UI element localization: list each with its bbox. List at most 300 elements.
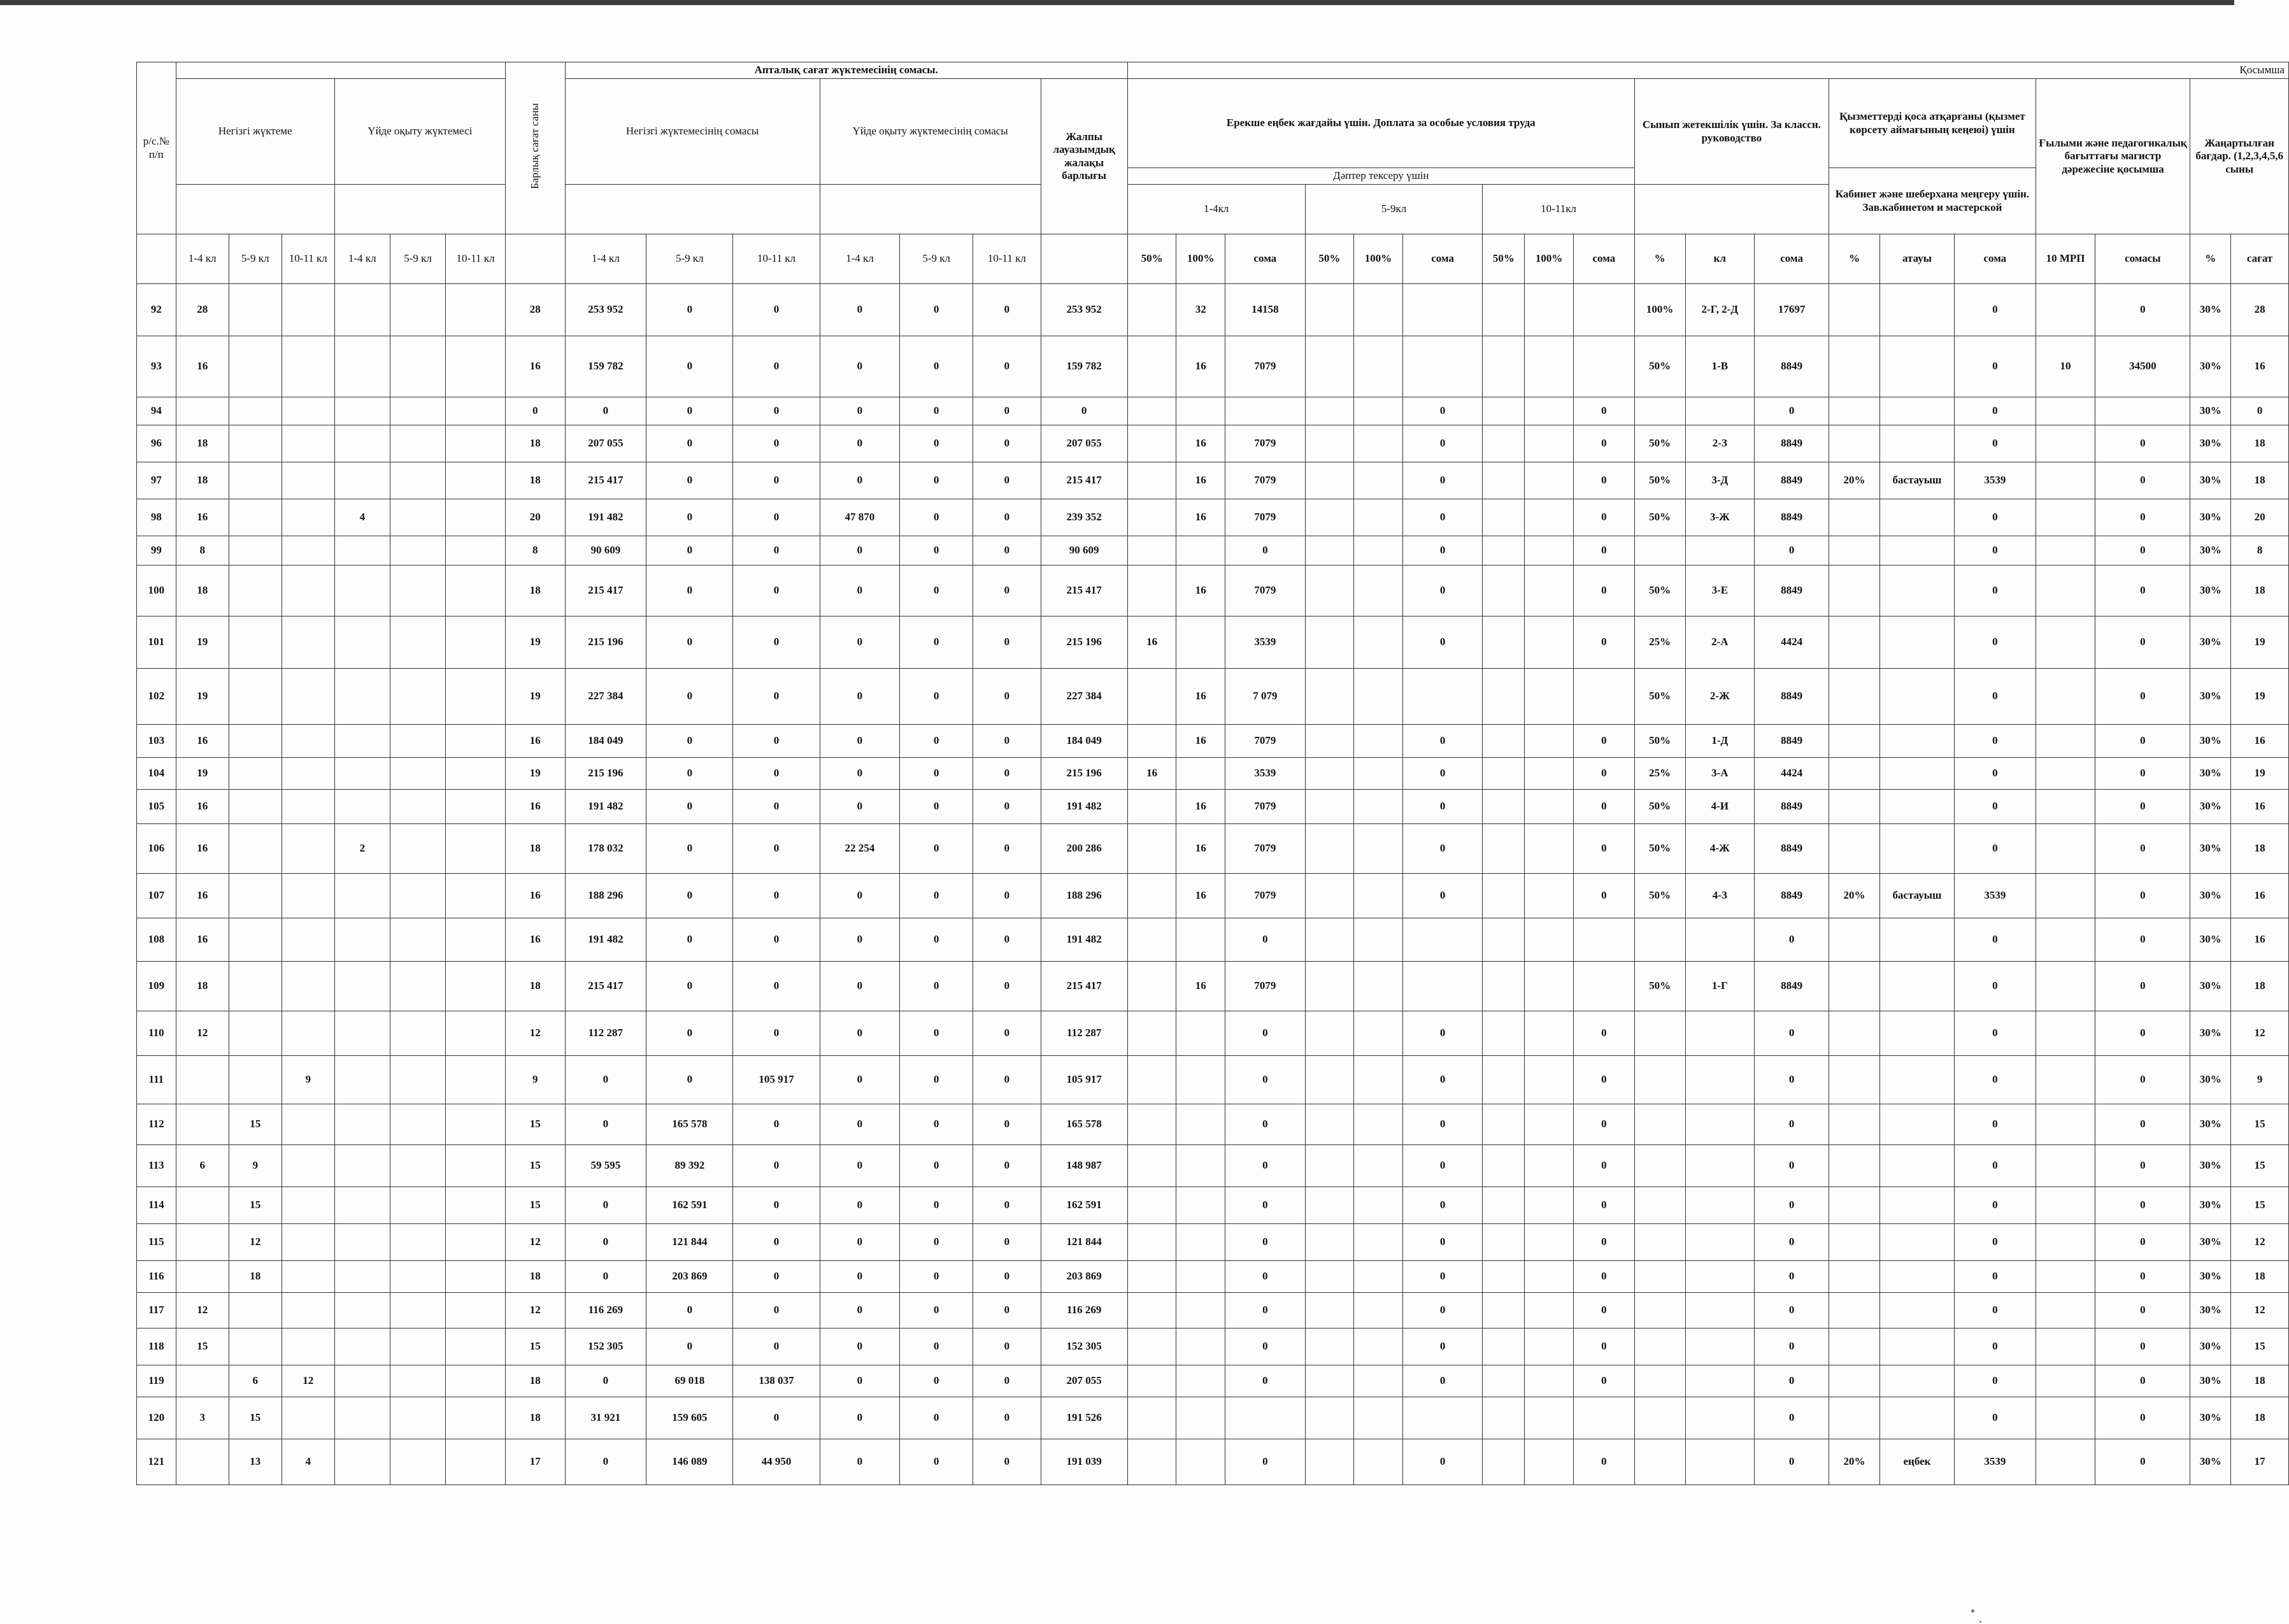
table-cell: 0 xyxy=(973,336,1041,397)
table-cell: 8849 xyxy=(1755,790,1829,824)
table-cell xyxy=(1176,1439,1225,1485)
payroll-table xyxy=(136,62,2289,1485)
table-cell xyxy=(446,499,506,536)
table-row xyxy=(137,336,2289,397)
row-number-cell: 120 xyxy=(137,1397,176,1439)
table-cell xyxy=(1176,1293,1225,1328)
table-cell: 0 xyxy=(1402,1187,1483,1224)
col-renew-pct: % xyxy=(2190,234,2231,284)
table-cell: 18 xyxy=(505,1397,565,1439)
table-cell: 10 xyxy=(2036,336,2095,397)
table-cell xyxy=(390,874,445,918)
table-cell xyxy=(1685,397,1755,425)
table-cell: 0 xyxy=(2095,425,2190,462)
col-cab-atauy: атауы xyxy=(1879,234,1954,284)
table-cell: 207 055 xyxy=(565,425,646,462)
table-cell xyxy=(1127,425,1176,462)
table-cell: 0 xyxy=(733,1224,820,1261)
table-cell: 16 xyxy=(2231,918,2289,962)
table-cell xyxy=(390,824,445,874)
table-cell: 18 xyxy=(505,566,565,616)
table-cell: 12 xyxy=(229,1224,282,1261)
table-cell: 0 xyxy=(820,1293,900,1328)
table-cell: 0 xyxy=(1955,790,2036,824)
col-basic-5-9: 5-9 кл xyxy=(229,234,282,284)
table-cell xyxy=(229,425,282,462)
table-cell: 0 xyxy=(1402,499,1483,536)
table-cell xyxy=(1127,1145,1176,1187)
table-cell: 0 xyxy=(1573,536,1634,566)
table-cell: 30% xyxy=(2190,790,2231,824)
table-cell: 28 xyxy=(505,284,565,336)
table-cell: 18 xyxy=(2231,462,2289,499)
table-cell: 3539 xyxy=(1955,874,2036,918)
table-cell: бастауыш xyxy=(1879,874,1954,918)
table-cell: 15 xyxy=(505,1187,565,1224)
table-cell: 159 782 xyxy=(1041,336,1127,397)
total-salary-header: Жалпы лауазымдық жалақы барлығы xyxy=(1041,79,1127,234)
table-cell: 8 xyxy=(505,536,565,566)
table-cell: 8849 xyxy=(1755,669,1829,725)
table-cell: 0 xyxy=(565,1439,646,1485)
table-cell: 0 xyxy=(1755,1145,1829,1187)
table-cell xyxy=(390,1011,445,1056)
col-basic-10-11: 10-11 кл xyxy=(282,234,334,284)
table-cell xyxy=(282,824,334,874)
table-cell: 0 xyxy=(820,1261,900,1293)
table-cell xyxy=(1402,918,1483,962)
col-lead-pct: % xyxy=(1634,234,1685,284)
table-cell xyxy=(2036,1145,2095,1187)
table-cell xyxy=(1685,1261,1755,1293)
table-cell: 0 xyxy=(1402,874,1483,918)
table-cell: 2-Г, 2-Д xyxy=(1685,284,1755,336)
table-cell: 0 xyxy=(1755,1293,1829,1328)
table-cell: 16 xyxy=(505,790,565,824)
table-cell: 0 xyxy=(565,1224,646,1261)
table-cell xyxy=(1305,284,1354,336)
table-cell: 0 xyxy=(2095,1439,2190,1485)
col-nb59-50: 50% xyxy=(1305,234,1354,284)
table-cell: 0 xyxy=(1573,1261,1634,1293)
table-cell: 0 xyxy=(733,1397,820,1439)
table-cell xyxy=(2036,1293,2095,1328)
table-cell xyxy=(334,1293,390,1328)
table-row xyxy=(137,1439,2289,1485)
table-cell: 0 xyxy=(1573,790,1634,824)
payroll-rows xyxy=(137,284,2289,1485)
table-cell: 215 196 xyxy=(565,616,646,669)
table-cell xyxy=(176,1365,229,1397)
table-cell: 165 578 xyxy=(646,1104,733,1145)
table-cell xyxy=(1829,1224,1880,1261)
row-number-cell: 102 xyxy=(137,669,176,725)
table-cell: 0 xyxy=(1755,1011,1829,1056)
table-cell: 30% xyxy=(2190,1145,2231,1187)
table-cell xyxy=(1354,669,1403,725)
table-cell: 8849 xyxy=(1755,874,1829,918)
table-cell xyxy=(2036,536,2095,566)
table-cell xyxy=(1176,536,1225,566)
extra-header: Қосымша xyxy=(1127,62,2288,79)
table-cell: 0 xyxy=(900,1261,973,1293)
table-cell xyxy=(1525,1145,1574,1187)
table-cell: 0 xyxy=(1225,1261,1306,1293)
row-number-cell: 92 xyxy=(137,284,176,336)
table-cell: 0 xyxy=(646,284,733,336)
table-cell: 2 xyxy=(334,824,390,874)
table-cell xyxy=(334,1328,390,1365)
table-cell xyxy=(446,1293,506,1328)
table-cell xyxy=(1829,918,1880,962)
table-cell xyxy=(1525,669,1574,725)
table-cell xyxy=(1483,1224,1525,1261)
table-cell xyxy=(1634,1397,1685,1439)
table-cell xyxy=(1354,1056,1403,1104)
table-cell: 0 xyxy=(646,790,733,824)
table-cell: 22 254 xyxy=(820,824,900,874)
table-cell xyxy=(176,1104,229,1145)
table-cell xyxy=(2036,1439,2095,1485)
table-cell xyxy=(1525,1056,1574,1104)
table-cell: 0 xyxy=(1755,1261,1829,1293)
table-cell: 0 xyxy=(1225,1224,1306,1261)
table-cell xyxy=(1525,1328,1574,1365)
table-cell: 50% xyxy=(1634,499,1685,536)
table-cell xyxy=(1829,962,1880,1011)
table-cell: 30% xyxy=(2190,669,2231,725)
table-cell: 0 xyxy=(2095,962,2190,1011)
table-cell: 0 xyxy=(733,1145,820,1187)
table-cell xyxy=(1525,918,1574,962)
table-cell xyxy=(282,918,334,962)
table-cell xyxy=(1305,725,1354,758)
table-cell xyxy=(1305,336,1354,397)
table-cell xyxy=(1634,397,1685,425)
table-cell: 7079 xyxy=(1225,725,1306,758)
table-cell: 146 089 xyxy=(646,1439,733,1485)
combined-duties-header: Қызметтерді қоса атқарғаны (қызмет көрсету аймағының кеңеюі) үшін xyxy=(1829,79,2036,168)
table-cell xyxy=(1127,566,1176,616)
table-cell xyxy=(1483,1328,1525,1365)
table-cell xyxy=(2036,1011,2095,1056)
table-cell: 16 xyxy=(1176,725,1225,758)
table-cell: 0 xyxy=(2095,1145,2190,1187)
col-sci-mrp: 10 МРП xyxy=(2036,234,2095,284)
table-cell: 159 782 xyxy=(565,336,646,397)
row-number-cell: 108 xyxy=(137,918,176,962)
table-cell xyxy=(446,566,506,616)
table-cell xyxy=(1127,1293,1176,1328)
table-cell xyxy=(334,1104,390,1145)
table-cell xyxy=(282,1224,334,1261)
table-cell xyxy=(1483,1056,1525,1104)
table-cell xyxy=(446,790,506,824)
table-cell: 0 xyxy=(733,824,820,874)
table-cell xyxy=(1483,1293,1525,1328)
col-nb1011-50: 50% xyxy=(1483,234,1525,284)
table-cell: 0 xyxy=(900,397,973,425)
table-cell xyxy=(1829,336,1880,397)
table-cell xyxy=(1634,536,1685,566)
table-cell xyxy=(1634,1011,1685,1056)
table-cell: 0 xyxy=(565,1365,646,1397)
table-cell xyxy=(390,1261,445,1293)
table-cell: 0 xyxy=(2095,1328,2190,1365)
col-home-5-9: 5-9 кл xyxy=(390,234,445,284)
table-cell xyxy=(1483,1261,1525,1293)
table-cell xyxy=(1354,499,1403,536)
table-cell xyxy=(1573,1397,1634,1439)
table-cell xyxy=(1354,824,1403,874)
table-cell xyxy=(334,1187,390,1224)
table-cell xyxy=(1685,1224,1755,1261)
table-cell xyxy=(1176,1104,1225,1145)
table-cell xyxy=(446,1397,506,1439)
table-cell: 3539 xyxy=(1225,758,1306,790)
table-cell xyxy=(1127,536,1176,566)
table-cell xyxy=(1127,669,1176,725)
table-cell: 15 xyxy=(505,1145,565,1187)
table-cell xyxy=(1127,1439,1176,1485)
table-cell: 0 xyxy=(973,499,1041,536)
table-cell: 19 xyxy=(505,616,565,669)
table-cell: 16 xyxy=(1176,824,1225,874)
table-cell xyxy=(390,397,445,425)
table-cell: 19 xyxy=(2231,616,2289,669)
table-cell: 0 xyxy=(2095,758,2190,790)
table-cell xyxy=(390,1439,445,1485)
table-cell: 30% xyxy=(2190,918,2231,962)
table-cell: 0 xyxy=(1573,1187,1634,1224)
table-cell: 0 xyxy=(733,462,820,499)
table-cell xyxy=(334,336,390,397)
row-number-cell: 98 xyxy=(137,499,176,536)
table-cell xyxy=(1354,874,1403,918)
table-cell xyxy=(1829,425,1880,462)
table-cell: 0 xyxy=(733,790,820,824)
table-cell xyxy=(1685,1011,1755,1056)
table-cell: 0 xyxy=(1955,1397,2036,1439)
col-nb1011-soma: сома xyxy=(1573,234,1634,284)
table-cell xyxy=(1483,336,1525,397)
table-cell xyxy=(1305,1328,1354,1365)
table-cell: 0 xyxy=(973,1104,1041,1145)
table-cell xyxy=(229,462,282,499)
table-cell: 0 xyxy=(1573,758,1634,790)
table-cell xyxy=(390,1056,445,1104)
table-cell xyxy=(1483,824,1525,874)
table-cell: 16 xyxy=(176,918,229,962)
table-cell: 0 xyxy=(646,1328,733,1365)
total-hours-header: Барлық сағат саны xyxy=(505,62,565,234)
table-cell: 0 xyxy=(733,536,820,566)
table-cell: 18 xyxy=(2231,1261,2289,1293)
table-cell: 0 xyxy=(900,1397,973,1439)
table-cell xyxy=(1176,1187,1225,1224)
table-cell: 18 xyxy=(505,1261,565,1293)
table-cell: 0 xyxy=(973,566,1041,616)
table-cell xyxy=(1573,918,1634,962)
table-cell: 15 xyxy=(2231,1328,2289,1365)
row-number-cell: 121 xyxy=(137,1439,176,1485)
table-row xyxy=(137,1293,2289,1328)
table-cell xyxy=(1483,462,1525,499)
table-cell: 16 xyxy=(1176,566,1225,616)
table-cell: 15 xyxy=(176,1328,229,1365)
table-cell: 0 xyxy=(900,1056,973,1104)
table-cell: 0 xyxy=(973,1261,1041,1293)
table-cell: 18 xyxy=(229,1261,282,1293)
table-cell xyxy=(2036,284,2095,336)
notebook-grade-5-9: 5-9кл xyxy=(1305,185,1483,234)
col-nb59-100: 100% xyxy=(1354,234,1403,284)
table-cell xyxy=(1176,1365,1225,1397)
table-cell: 152 305 xyxy=(1041,1328,1127,1365)
table-cell: 0 xyxy=(1755,918,1829,962)
table-cell: 203 869 xyxy=(646,1261,733,1293)
table-cell: 30% xyxy=(2190,1056,2231,1104)
table-cell xyxy=(334,790,390,824)
table-cell xyxy=(390,1328,445,1365)
row-number-cell: 106 xyxy=(137,824,176,874)
table-cell: 50% xyxy=(1634,962,1685,1011)
table-cell: 18 xyxy=(2231,566,2289,616)
table-cell xyxy=(446,1365,506,1397)
table-cell xyxy=(1829,725,1880,758)
table-cell: 0 xyxy=(820,1365,900,1397)
table-cell: 7079 xyxy=(1225,336,1306,397)
table-cell xyxy=(1879,918,1954,962)
table-cell xyxy=(1483,284,1525,336)
table-cell: 3-Д xyxy=(1685,462,1755,499)
table-cell: 34500 xyxy=(2095,336,2190,397)
table-cell: 0 xyxy=(1955,1261,2036,1293)
table-cell: 0 xyxy=(820,425,900,462)
table-cell xyxy=(1525,536,1574,566)
table-cell: 18 xyxy=(505,1365,565,1397)
table-cell: 0 xyxy=(1402,790,1483,824)
table-cell: 0 xyxy=(900,1145,973,1187)
table-cell: 0 xyxy=(1573,462,1634,499)
table-cell xyxy=(1127,499,1176,536)
table-cell: 0 xyxy=(900,725,973,758)
table-cell: 0 xyxy=(1402,725,1483,758)
table-cell: 0 xyxy=(973,962,1041,1011)
table-cell: 15 xyxy=(2231,1145,2289,1187)
table-cell xyxy=(1525,499,1574,536)
table-cell xyxy=(282,790,334,824)
table-cell xyxy=(1305,616,1354,669)
table-cell: 0 xyxy=(2095,462,2190,499)
table-cell: 0 xyxy=(646,566,733,616)
table-cell: 0 xyxy=(900,669,973,725)
table-cell xyxy=(1525,1397,1574,1439)
table-cell xyxy=(446,918,506,962)
table-cell xyxy=(446,669,506,725)
table-cell: 0 xyxy=(973,1011,1041,1056)
table-cell: 191 039 xyxy=(1041,1439,1127,1485)
table-cell xyxy=(1354,1145,1403,1187)
table-cell xyxy=(1879,1261,1954,1293)
table-cell: 0 xyxy=(900,1187,973,1224)
table-cell: 16 xyxy=(2231,725,2289,758)
table-row xyxy=(137,725,2289,758)
table-cell xyxy=(2036,1056,2095,1104)
row-number-cell: 99 xyxy=(137,536,176,566)
table-cell: 30% xyxy=(2190,1328,2231,1365)
table-cell xyxy=(2036,1224,2095,1261)
row-number-cell: 111 xyxy=(137,1056,176,1104)
col-basicsum-10-11: 10-11 кл xyxy=(733,234,820,284)
table-cell xyxy=(390,616,445,669)
table-cell: 50% xyxy=(1634,566,1685,616)
table-cell: 0 xyxy=(820,874,900,918)
table-cell xyxy=(390,1365,445,1397)
table-cell: 9 xyxy=(229,1145,282,1187)
table-cell xyxy=(1176,918,1225,962)
special-conditions-header: Ерекше еңбек жағдайы үшін. Доплата за особые условия труда xyxy=(1127,79,1634,168)
table-cell: 0 xyxy=(2095,1365,2190,1397)
table-cell xyxy=(1127,725,1176,758)
table-cell: 19 xyxy=(505,758,565,790)
table-cell xyxy=(1354,425,1403,462)
table-cell: 18 xyxy=(2231,1365,2289,1397)
table-cell: 0 xyxy=(1955,1104,2036,1145)
home-load-header: Үйде оқыту жүктемесі xyxy=(334,79,505,185)
table-cell: 121 844 xyxy=(646,1224,733,1261)
table-cell: 0 xyxy=(733,566,820,616)
table-cell: 0 xyxy=(973,462,1041,499)
table-cell: 0 xyxy=(646,962,733,1011)
table-cell xyxy=(2036,1104,2095,1145)
row-number-cell: 114 xyxy=(137,1187,176,1224)
table-cell xyxy=(1354,758,1403,790)
table-cell: 12 xyxy=(2231,1293,2289,1328)
table-cell: 0 xyxy=(733,284,820,336)
table-cell: 215 417 xyxy=(1041,962,1127,1011)
table-cell xyxy=(1305,425,1354,462)
table-cell xyxy=(390,1293,445,1328)
table-cell: 0 xyxy=(646,824,733,874)
table-cell: 191 482 xyxy=(565,499,646,536)
table-cell xyxy=(1829,758,1880,790)
table-cell xyxy=(282,284,334,336)
table-cell: 0 xyxy=(820,1145,900,1187)
table-cell: 0 xyxy=(1225,1056,1306,1104)
table-cell xyxy=(1525,1293,1574,1328)
table-cell: 0 xyxy=(820,336,900,397)
table-cell xyxy=(1127,1056,1176,1104)
table-cell: 0 xyxy=(820,616,900,669)
table-cell xyxy=(390,284,445,336)
table-cell: 0 xyxy=(1225,1293,1306,1328)
home-sum-header: Үйде оқыту жүктемесінің сомасы xyxy=(820,79,1041,185)
table-cell: 3-Е xyxy=(1685,566,1755,616)
table-cell: 200 286 xyxy=(1041,824,1127,874)
table-cell: 0 xyxy=(1955,1011,2036,1056)
table-cell: 0 xyxy=(1225,536,1306,566)
table-cell xyxy=(1829,1365,1880,1397)
table-cell xyxy=(1573,284,1634,336)
table-cell: 16 xyxy=(505,874,565,918)
table-cell: 0 xyxy=(900,1224,973,1261)
table-cell: 0 xyxy=(1402,1261,1483,1293)
table-cell: 215 417 xyxy=(565,566,646,616)
scan-speck xyxy=(1979,1621,1981,1623)
table-cell xyxy=(1354,1293,1403,1328)
table-cell: 0 xyxy=(820,536,900,566)
